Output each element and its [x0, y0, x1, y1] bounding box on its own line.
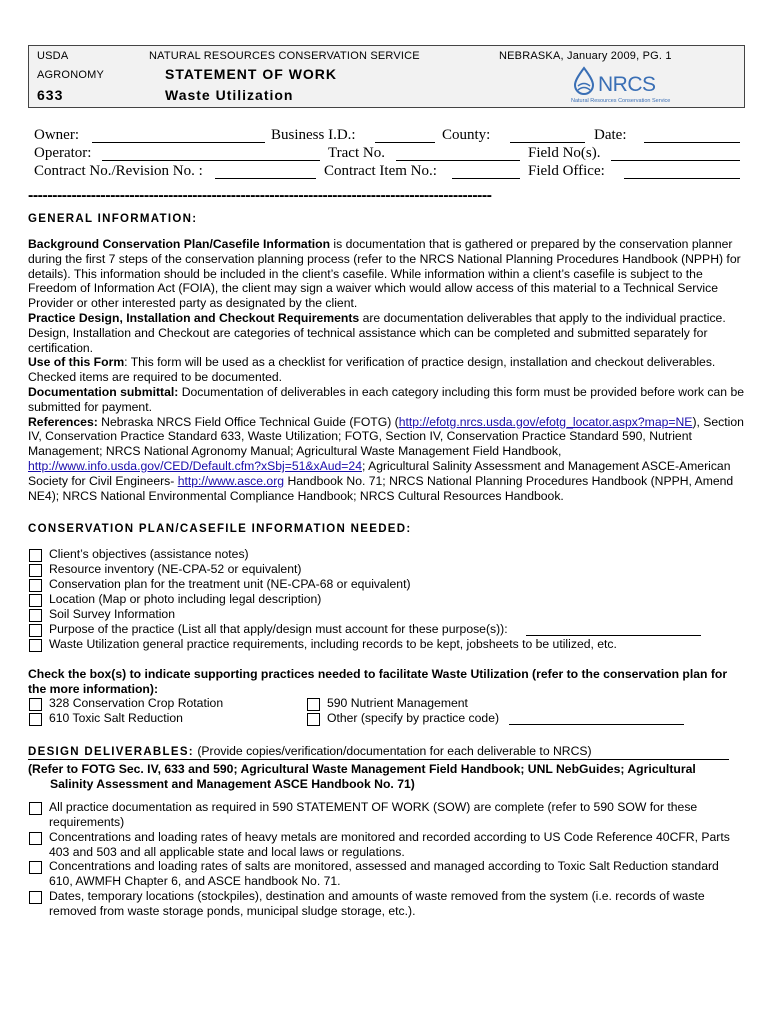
owner-label: Owner:: [34, 127, 79, 143]
casefile-item: Purpose of the practice (List all that apply/design must account for these purpose(s)):: [49, 622, 508, 636]
supporting-item: 328 Conservation Crop Rotation: [49, 696, 224, 710]
design-item: All practice documentation as required in 590 STATEMENT OF WORK (SOW) are complete (refer to 590 SOW for these requirements): [49, 800, 698, 829]
casefile-checkbox[interactable]: [29, 549, 42, 562]
field-nos-field[interactable]: [611, 160, 740, 161]
references-text-2: ), Section IV, Conservation Practice Standard 633, Waste Utilization; FOTG, Section IV, Conservation Practice Standard 590, Nutrient Management; NRCS National Agronomy Manual; Agricultural Waste Management Field Handbook,: [28, 414, 744, 459]
operator-label: Operator:: [34, 145, 92, 161]
contract-item-label: Contract Item No.:: [324, 163, 437, 179]
document-title: STATEMENT OF WORK: [165, 66, 338, 82]
casefile-checkbox[interactable]: [29, 624, 42, 637]
references-text-3: ; Agricultural Salinity Assessment and Management ASCE-American Society for Civil Engineers-: [28, 458, 731, 488]
casefile-item: Conservation plan for the treatment unit (NE-CPA-68 or equivalent): [49, 577, 411, 591]
background-text: is documentation that is gathered or prepared by the conservation planner during the first 7 steps of the conservation planning process (refer to the NRCS National Planning Procedures Handbook (NPPH) for details). This information should be included in the client’s casefile. While information within a client’s casefile is subject to the Freedom of Information Act (FOIA), the client may sign a waiver which would allow access of this material to a Technical Service Provider or other interested party as designated by the client.: [28, 237, 741, 311]
design-checkbox[interactable]: [29, 802, 42, 815]
field-office-label: Field Office:: [528, 163, 605, 179]
practice-design-bold: Practice Design, Installation and Checkout Requirements: [28, 310, 360, 325]
references-text-4: Handbook No. 71; NRCS National Planning Procedures Handbook (NPPH, Amend NE4); NRCS National Environmental Compliance Handbook; NRCS Cultural Resources Handbook.: [28, 473, 734, 503]
asce-link[interactable]: http://www.asce.org: [177, 473, 285, 488]
design-rule: [28, 759, 729, 760]
casefile-item: Location (Map or photo including legal description): [49, 592, 322, 606]
references-bold: References:: [28, 414, 98, 429]
business-id-label: Business I.D.:: [271, 127, 356, 143]
tract-no-label: Tract No.: [328, 145, 385, 161]
supporting-item: 610 Toxic Salt Reduction: [49, 711, 183, 725]
practice-code: 633: [37, 87, 64, 103]
date-field[interactable]: [644, 142, 740, 143]
nrcs-logo: [570, 64, 671, 104]
usda-label: USDA: [37, 50, 69, 62]
logo-text: NRCS: [598, 73, 656, 96]
casefile-checkbox[interactable]: [29, 639, 42, 652]
casefile-checkbox[interactable]: [29, 594, 42, 607]
background-bold: Background Conservation Plan/Casefile Information: [28, 237, 331, 251]
operator-field[interactable]: [102, 160, 320, 161]
casefile-item: Client’s objectives (assistance notes): [49, 547, 249, 561]
field-nos-label: Field No(s).: [528, 145, 601, 161]
other-practice-field[interactable]: [509, 724, 684, 725]
supporting-checkbox[interactable]: [307, 698, 320, 711]
casefile-checkbox[interactable]: [29, 564, 42, 577]
awmfh-link[interactable]: http://www.info.usda.gov/CED/Default.cfm?xSbj=51&xAud=24: [28, 458, 362, 473]
agency-name: NATURAL RESOURCES CONSERVATION SERVICE: [149, 50, 420, 62]
design-item: Concentrations and loading rates of heavy metals are monitored and recorded according to US Code Reference 40CFR, Parts 403 and 503 and all applicable state and local laws or regulations.: [49, 830, 730, 859]
supporting-checkbox[interactable]: [29, 698, 42, 711]
county-label: County:: [442, 127, 491, 143]
efotg-link[interactable]: http://efotg.nrcs.usda.gov/efotg_locator.aspx?map=NE: [398, 414, 693, 429]
doc-submittal-bold: Documentation submittal:: [28, 384, 179, 399]
field-office-field[interactable]: [624, 178, 740, 179]
design-checkbox[interactable]: [29, 832, 42, 845]
general-info-body: [28, 237, 748, 503]
casefile-item: Waste Utilization general practice requirements, including records to be kept, jobsheets to be utilized, etc.: [49, 637, 617, 651]
design-item: Dates, temporary locations (stockpiles), destination and amounts of waste removed from the system (i.e. records of waste removed from waste storage ponds, municipal sludge storage, etc.).: [49, 889, 705, 918]
owner-field[interactable]: [92, 142, 265, 143]
references-text-1: Nebraska NRCS Field Office Technical Guide (FOTG) (: [97, 414, 399, 429]
casefile-checkbox[interactable]: [29, 579, 42, 592]
doc-submittal-text: Documentation of deliverables in each category including this form must be provided before work can be submitted for payment.: [28, 384, 744, 414]
practice-design-text: are documentation deliverables that apply to the individual practice. Design, Installation and Checkout are categories of technical assistance which can be completed and submitted separately for certification.: [28, 310, 726, 355]
casefile-heading: CONSERVATION PLAN/CASEFILE INFORMATION NEEDED:: [28, 523, 412, 535]
date-label: Date:: [594, 127, 627, 143]
divider-line: ------------------------------------------------------------------------------------------------: [28, 187, 492, 204]
design-checkbox[interactable]: [29, 861, 42, 874]
general-info-heading: GENERAL INFORMATION:: [28, 213, 198, 225]
business-id-field[interactable]: [375, 142, 435, 143]
supporting-item: 590 Nutrient Management: [327, 696, 468, 710]
contract-item-field[interactable]: [452, 178, 520, 179]
use-form-text: : This form will be used as a checklist for verification of practice design, installation and checkout deliverables. Checked items are required to be documented.: [28, 355, 716, 385]
design-checkbox[interactable]: [29, 891, 42, 904]
supporting-checkbox[interactable]: [29, 713, 42, 726]
design-refer: (Refer to FOTG Sec. IV, 633 and 590; Agricultural Waste Management Field Handbook; UNL NebGuides; Agricultural Salinity Assessment and Management ASCE Handbook No. 71): [28, 762, 696, 791]
design-heading: DESIGN DELIVERABLES:: [28, 746, 194, 758]
logo-subtext: Natural Resources Conservation Service: [571, 98, 671, 104]
design-item: Concentrations and loading rates of salts are monitored, assessed and managed according to Toxic Salt Reduction standard 610, AWMFH Chapter 6, and ASCE handbook No. 71.: [49, 859, 719, 888]
contract-no-field[interactable]: [215, 178, 316, 179]
supporting-item: Other (specify by practice code): [327, 711, 500, 725]
header-box: [28, 45, 745, 108]
supporting-instruction: Check the box(s) to indicate supporting practices needed to facilitate Waste Utilization (refer to the conservation plan for the more information):: [28, 667, 728, 696]
contract-no-label: Contract No./Revision No. :: [34, 163, 203, 179]
supporting-checkbox[interactable]: [307, 713, 320, 726]
practice-name: Waste Utilization: [165, 87, 294, 103]
county-field[interactable]: [510, 142, 585, 143]
casefile-item: Resource inventory (NE-CPA-52 or equivalent): [49, 562, 302, 576]
state-date-page: NEBRASKA, January 2009, PG. 1: [499, 50, 672, 62]
use-form-bold: Use of this Form: [28, 355, 125, 370]
discipline-label: AGRONOMY: [37, 69, 104, 81]
casefile-checkbox[interactable]: [29, 609, 42, 622]
tract-no-field[interactable]: [396, 160, 520, 161]
design-heading-row: [28, 742, 592, 760]
casefile-item: Soil Survey Information: [49, 607, 175, 621]
purpose-field[interactable]: [526, 635, 701, 636]
design-heading-note: (Provide copies/verification/documentation for each deliverable to NRCS): [193, 744, 592, 758]
nrcs-logo-icon: [570, 64, 671, 104]
